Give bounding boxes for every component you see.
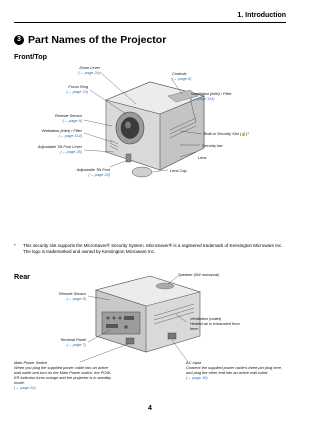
label-lens: Lens bbox=[198, 155, 207, 160]
label-ventilation-outlet: Ventilation (outlet) Heated air is exhausted from here. bbox=[190, 316, 240, 331]
label-focus-ring: Focus Ring (→ page 24) bbox=[66, 84, 88, 94]
label-remote-sensor-front: Remote Sensor (→ page 9) bbox=[54, 113, 82, 123]
chapter-header: 1. Introduction bbox=[237, 12, 286, 19]
label-main-power-switch: Main Power Switch When you plug the supplied power cable into an active wall outlet and turn on the Main Power switch, the POW- ER indicator turns orange and the projector is in standby mode. (→ page 20) bbox=[14, 360, 112, 390]
page-title-text: Part Names of the Projector bbox=[28, 34, 167, 46]
footnote-mark: * bbox=[14, 243, 16, 248]
label-lens-cap: Lens Cap bbox=[170, 168, 187, 173]
label-remote-sensor-rear: Remote Sensor (→ page 9) bbox=[58, 291, 86, 301]
rear-heading: Rear bbox=[14, 272, 30, 281]
label-ventilation-inlet-right: Ventilation (inlet) / Filter (→ page 114) bbox=[191, 91, 232, 101]
label-terminal-panel: Terminal Panel (→ page 7) bbox=[60, 337, 86, 347]
label-speaker: Speaker (5W monaural) bbox=[178, 272, 220, 277]
label-security-bar: Security bar bbox=[202, 143, 223, 148]
page-number: 4 bbox=[148, 405, 152, 412]
front-top-heading: Front/Top bbox=[14, 52, 47, 61]
label-ac-input: AC Input Connect the supplied power cable's three-pin plug here, and plug the other end into an active wall outlet. (→ page 18) bbox=[186, 360, 283, 380]
label-tilt-foot: Adjustable Tilt Foot (→ page 25) bbox=[76, 167, 110, 177]
label-tilt-foot-lever: Adjustable Tilt Foot Lever (→ page 25) bbox=[37, 144, 82, 154]
label-ventilation-inlet-left: Ventilation (inlet) / Filter (→ page 114) bbox=[41, 128, 82, 138]
label-zoom-lever: Zoom Lever (→ page 24) bbox=[78, 65, 100, 75]
label-security-slot: Built-in Security Slot (🔒)* bbox=[204, 131, 249, 136]
label-controls: Controls (→ page 6) bbox=[172, 71, 192, 81]
section-number-badge: 3 bbox=[14, 35, 24, 45]
footnote-text: This security slot supports the MicroSaver® Security System. MicroSaver® is a registered trademark of Kensington Microware Inc. The logo is trademarked and owned by Kensington Microware Inc. bbox=[23, 243, 283, 254]
